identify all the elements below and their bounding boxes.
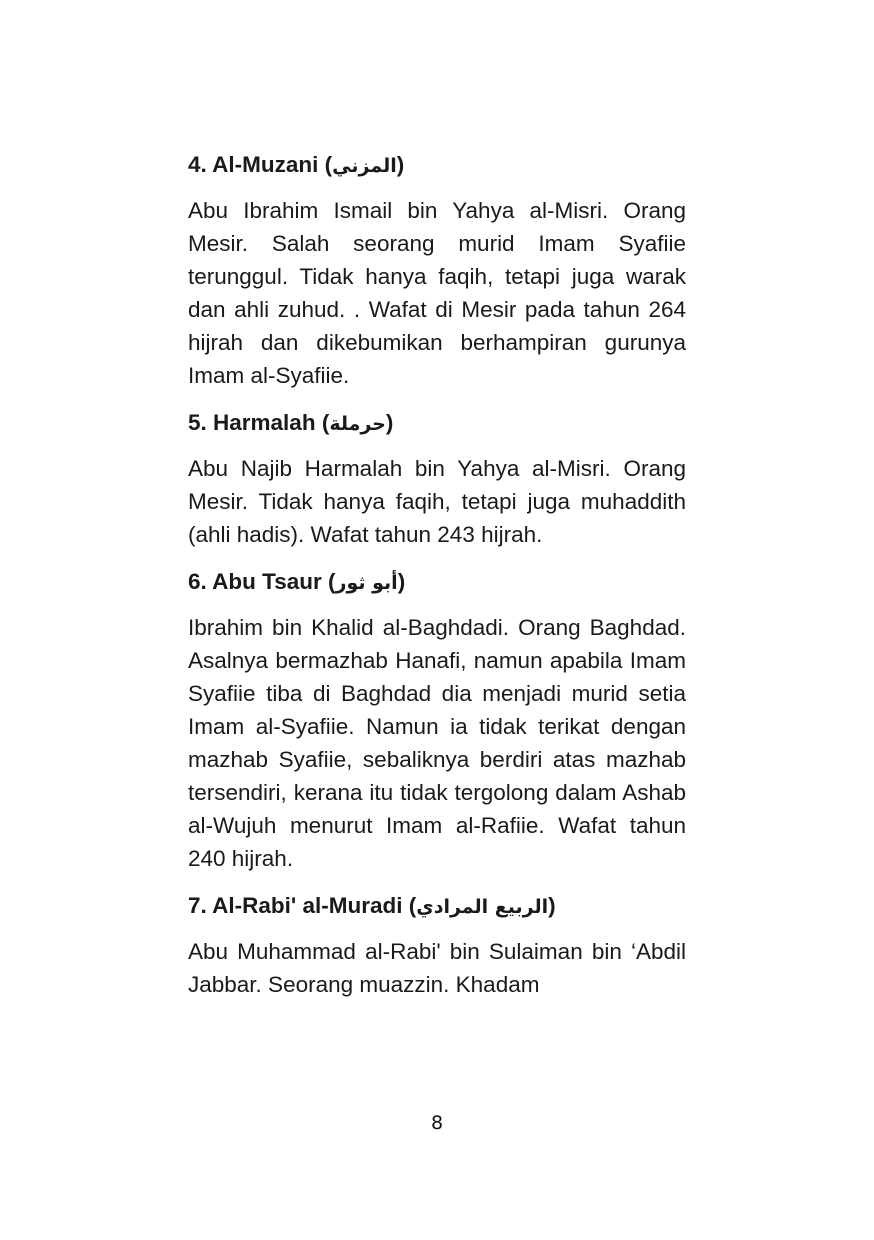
heading-title: 6. Abu Tsaur (188, 569, 322, 594)
page-number: 8 (430, 1112, 444, 1134)
heading-title: 5. Harmalah (188, 410, 316, 435)
section-heading-al-muzani: 4. Al-Muzani (المزني) (188, 152, 405, 177)
heading-arabic-name: حرملة (329, 413, 386, 435)
heading-arabic-name: أبو ثور (335, 572, 398, 594)
heading-arabic-name: الربيع المرادي (416, 896, 549, 918)
section-heading-al-rabi-al-muradi: 7. Al-Rabi' al-Muradi (الربيع المرادي) (188, 893, 556, 918)
section-paragraph-abu-tsaur: Ibrahim bin Khalid al-Baghdadi. Orang Baghdad. Asalnya bermazhab Hanafi, namun apabila Imam Syafiie tiba di Baghdad dia menjadi murid setia Imam al-Syafiie. Namun ia tidak terikat dengan mazhab Syafiie, sebaliknya berdiri atas mazhab tersendiri, kerana itu tidak tergolong dalam Ashab al-Wujuh menurut Imam al-Rafiie. Wafat tahun 240 hijrah. (188, 615, 686, 871)
section-heading-abu-tsaur: 6. Abu Tsaur (أبو ثور) (188, 569, 406, 594)
section-paragraph-al-muzani: Abu Ibrahim Ismail bin Yahya al-Misri. Orang Mesir. Salah seorang murid Imam Syafiie terunggul. Tidak hanya faqih, tetapi juga warak dan ahli zuhud. . Wafat di Mesir pada tahun 264 hijrah dan dikebumikan berhampiran gurunya Imam al-Syafiie. (188, 198, 686, 388)
section-paragraph-al-rabi-al-muradi: Abu Muhammad al-Rabi' bin Sulaiman bin ‘Abdil Jabbar. Seorang muazzin. Khadam (188, 939, 686, 997)
heading-title: 7. Al-Rabi' al-Muradi (188, 893, 403, 918)
section-paragraph-harmalah: Abu Najib Harmalah bin Yahya al-Misri. Orang Mesir. Tidak hanya faqih, tetapi juga muhaddith (ahli hadis). Wafat tahun 243 hijrah. (188, 456, 686, 547)
heading-arabic-name: المزني (332, 155, 397, 177)
section-heading-harmalah: 5. Harmalah (حرملة) (188, 410, 394, 435)
page-content (188, 143, 686, 1010)
heading-title: 4. Al-Muzani (188, 152, 319, 177)
